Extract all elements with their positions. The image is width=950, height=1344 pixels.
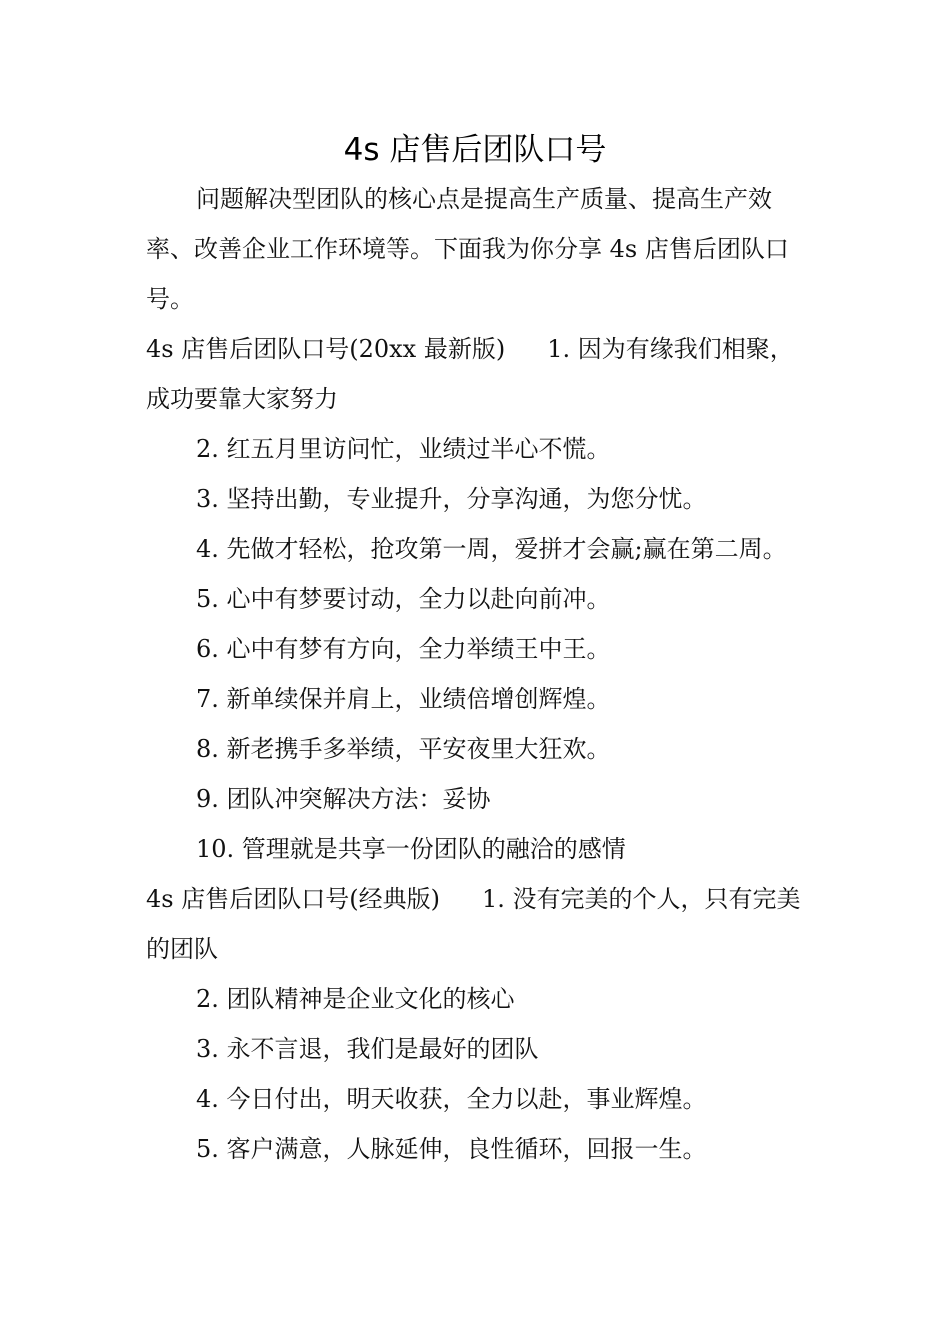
section1-heading: 4s 店售后团队口号(20xx 最新版): [146, 335, 506, 363]
list-item: 5. 客户满意，人脉延伸，良性循环，回报一生。: [196, 1135, 707, 1163]
list-item: 3. 坚持出勤，专业提升，分享沟通，为您分忧。: [196, 485, 707, 513]
list-item: 10. 管理就是共享一份团队的融洽的感情: [196, 835, 626, 863]
section2-heading-paragraph: [146, 874, 816, 974]
list-item: 5. 心中有梦要讨动，全力以赴向前冲。: [196, 585, 611, 613]
document-title: 4s 店售后团队口号: [343, 132, 607, 168]
section1-heading-paragraph: [146, 324, 816, 424]
list-item: 6. 心中有梦有方向，全力举绩王中王。: [196, 635, 611, 663]
list-item: 7. 新单续保并肩上，业绩倍增创辉煌。: [196, 685, 611, 713]
section1-first-item: 1. 因为有缘我们相聚，成功要靠大家努力: [146, 335, 794, 413]
list-item: 9. 团队冲突解决方法：妥协: [196, 785, 491, 813]
section2-first-item: 1. 没有完美的个人，只有完美的团队: [146, 885, 801, 963]
document-body: [146, 174, 816, 1174]
list-item: 2. 红五月里访问忙，业绩过半心不慌。: [196, 435, 611, 463]
list-item: 3. 永不言退，我们是最好的团队: [196, 1035, 539, 1063]
list-item: 4. 今日付出，明天收获，全力以赴，事业辉煌。: [196, 1085, 707, 1113]
list-item: 2. 团队精神是企业文化的核心: [196, 985, 515, 1013]
list-item: 8. 新老携手多举绩，平安夜里大狂欢。: [196, 735, 611, 763]
list-item: 4. 先做才轻松，抢攻第一周，爱拼才会赢;赢在第二周。: [196, 535, 787, 563]
section2-heading: 4s 店售后团队口号(经典版): [146, 885, 440, 913]
intro-paragraph: 问题解决型团队的核心点是提高生产质量、提高生产效率、改善企业工作环境等。下面我为你分享 4s 店售后团队口号。: [146, 185, 789, 313]
